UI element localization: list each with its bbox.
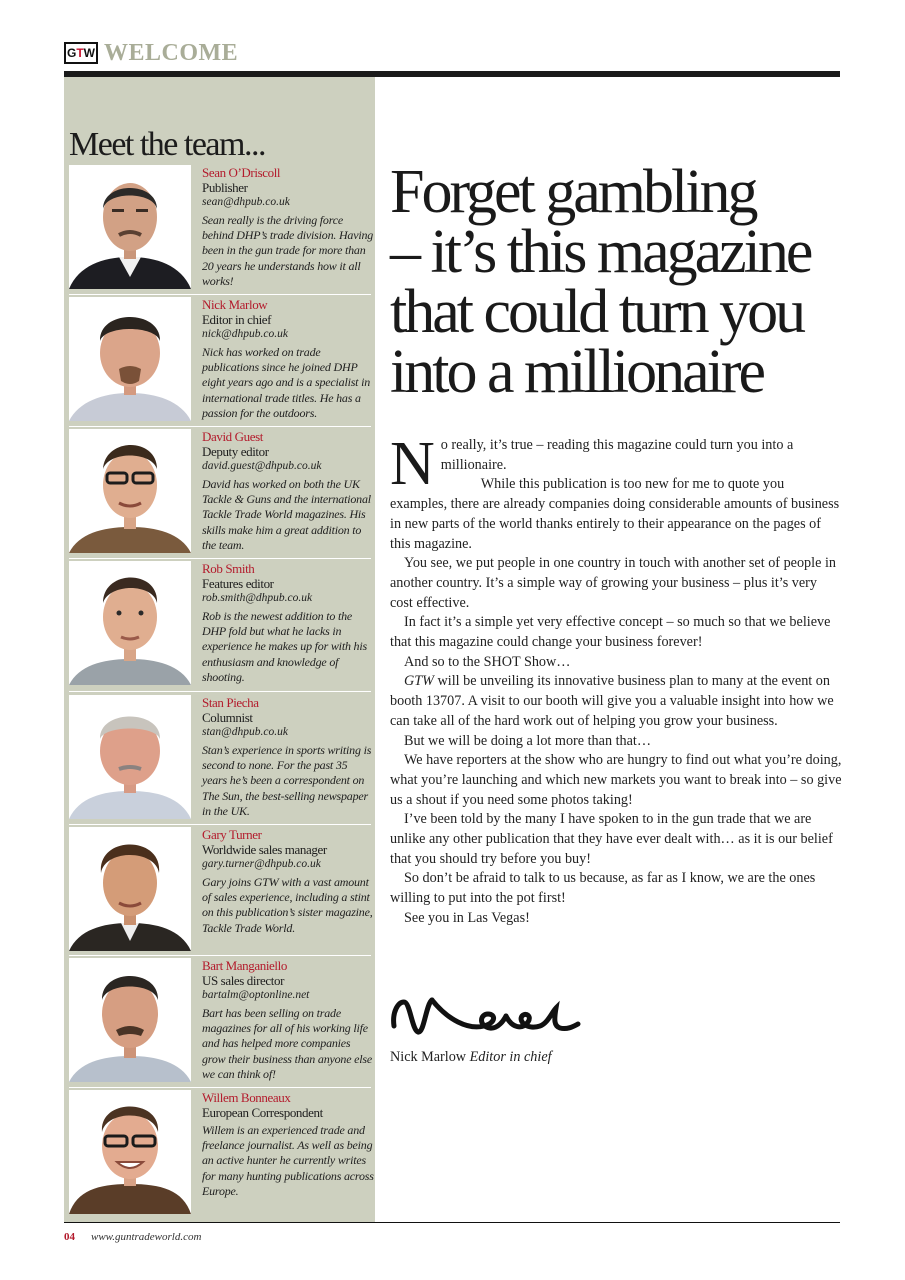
article-body xyxy=(390,430,842,929)
member-email[interactable]: sean@dhpub.co.uk xyxy=(202,196,290,208)
member-role: Features editor xyxy=(202,576,274,591)
paragraph: And so to the SHOT Show… xyxy=(404,653,571,670)
member-photo xyxy=(69,165,191,289)
paragraph: See you in Las Vegas! xyxy=(404,909,530,926)
section-header xyxy=(64,40,238,66)
divider xyxy=(69,691,371,692)
gtw-logo: G T W xyxy=(64,42,98,64)
member-bio: Sean really is the driving force behind DHP’s trade division. Having been in the gun trade for more than 20 years he understands how it all works! xyxy=(202,213,374,288)
member-bio: Willem is an experienced trade and freelance journalist. As well as being an active hunter he currently writes for many hunting publications across Europe. xyxy=(202,1123,374,1198)
paragraph: You see, we put people in one country in touch with another set of people in another country. It’s a simple way of growing your business – plus it’s very cost effective. xyxy=(390,555,836,611)
member-photo xyxy=(69,297,191,421)
member-bio: Nick has worked on trade publications since he joined DHP eight years ago and is a specialist in international trade titles. He has a passion for the outdoors. xyxy=(202,345,371,420)
member-photo xyxy=(69,827,191,951)
member-email[interactable]: david.guest@dhpub.co.uk xyxy=(202,460,322,472)
signature-image xyxy=(388,990,588,1042)
page-footer xyxy=(64,1231,201,1243)
article-headline: Forget gambling – it’s this magazine that could turn you into a millionaire xyxy=(390,158,811,406)
member-name: David Guest xyxy=(202,429,263,444)
member-role: Editor in chief xyxy=(202,312,272,327)
member-role: Columnist xyxy=(202,710,253,725)
member-role: Deputy editor xyxy=(202,444,269,459)
section-label: WELCOME xyxy=(104,39,239,66)
member-email[interactable]: nick@dhpub.co.uk xyxy=(202,328,288,340)
divider xyxy=(69,558,371,559)
divider xyxy=(69,1087,371,1088)
member-name: Gary Turner xyxy=(202,827,262,842)
divider xyxy=(69,426,371,427)
member-bio: David has worked on both the UK Tackle & Guns and the international Tackle Trade World magazines. His skills make him a great addition to the team. xyxy=(202,477,371,552)
member-name: Nick Marlow xyxy=(202,297,268,312)
paragraph: So don’t be afraid to talk to us because, as far as I know, we are the ones willing to put into the pot first! xyxy=(390,870,816,907)
divider xyxy=(69,294,371,295)
member-role: European Correspondent xyxy=(202,1105,323,1120)
divider xyxy=(69,824,371,825)
member-name: Rob Smith xyxy=(202,561,255,576)
bottom-rule xyxy=(64,1222,840,1223)
member-photo xyxy=(69,1090,191,1214)
page-number: 04 xyxy=(64,1231,75,1243)
paragraph: GTW will be unveiling its innovative business plan to many at the event on booth 13707. A visit to our booth will give you a valuable insight into how we can take all of the hard work out of helping you grow your business. xyxy=(390,673,834,729)
member-email[interactable]: bartalm@optonline.net xyxy=(202,989,310,1001)
drop-cap: N xyxy=(390,430,435,498)
paragraph: But we will be doing a lot more than that… xyxy=(404,732,652,749)
website-link[interactable]: www.guntradeworld.com xyxy=(91,1231,202,1243)
divider xyxy=(69,955,371,956)
member-photo xyxy=(69,695,191,819)
paragraph: N o really, it’s true – reading this magazine could turn you into a millionaire. While this publication is too new for me to quote you examples, there are already companies doing considerable amounts of business in new parts of the world thanks entirely to their appearance on the pages of this magazine. xyxy=(390,430,840,552)
member-bio: Bart has been selling on trade magazines for all of his working life and has helped more companies grow their business than anyone else we can think of! xyxy=(202,1006,373,1081)
member-email[interactable]: stan@dhpub.co.uk xyxy=(202,726,288,738)
member-photo xyxy=(69,429,191,553)
paragraph: We have reporters at the show who are hungry to find out what you’re doing, what you’re launching and which new markets you want to break into – so give us a shout if you need some photos taking! xyxy=(390,752,842,808)
signoff: Nick Marlow Editor in chief xyxy=(390,1049,552,1065)
member-name: Bart Manganiello xyxy=(202,958,287,973)
member-role: Worldwide sales manager xyxy=(202,842,327,857)
member-photo xyxy=(69,561,191,685)
member-photo xyxy=(69,958,191,1082)
member-email[interactable]: rob.smith@dhpub.co.uk xyxy=(202,592,313,604)
member-email[interactable]: gary.turner@dhpub.co.uk xyxy=(202,858,321,870)
team-title: Meet the team... xyxy=(69,126,265,163)
member-bio: Stan’s experience in sports writing is second to none. For the past 35 years he’s been a correspondent on The Sun, the best-selling newspaper in the UK. xyxy=(202,743,372,818)
member-name: Stan Piecha xyxy=(202,695,259,710)
member-role: US sales director xyxy=(202,973,285,988)
member-bio: Gary joins GTW with a vast amount of sales experience, including a stint on this publication’s sister magazine, Tackle Trade World. xyxy=(202,875,373,935)
member-name: Sean O’Driscoll xyxy=(202,165,281,180)
paragraph: I’ve been told by the many I have spoken to in the gun trade that we are unlike any other publication that they have ever dealt with… as it is our belief that you should try before you buy! xyxy=(390,811,833,867)
member-bio: Rob is the newest addition to the DHP fold but what he lacks in experience he makes up for with his enthusiasm and knowledge of shooting. xyxy=(202,609,367,684)
member-name: Willem Bonneaux xyxy=(202,1090,291,1105)
member-role: Publisher xyxy=(202,180,248,195)
paragraph: In fact it’s a simple yet very effective concept – so much so that we believe that this magazine could change your business forever! xyxy=(390,614,831,651)
